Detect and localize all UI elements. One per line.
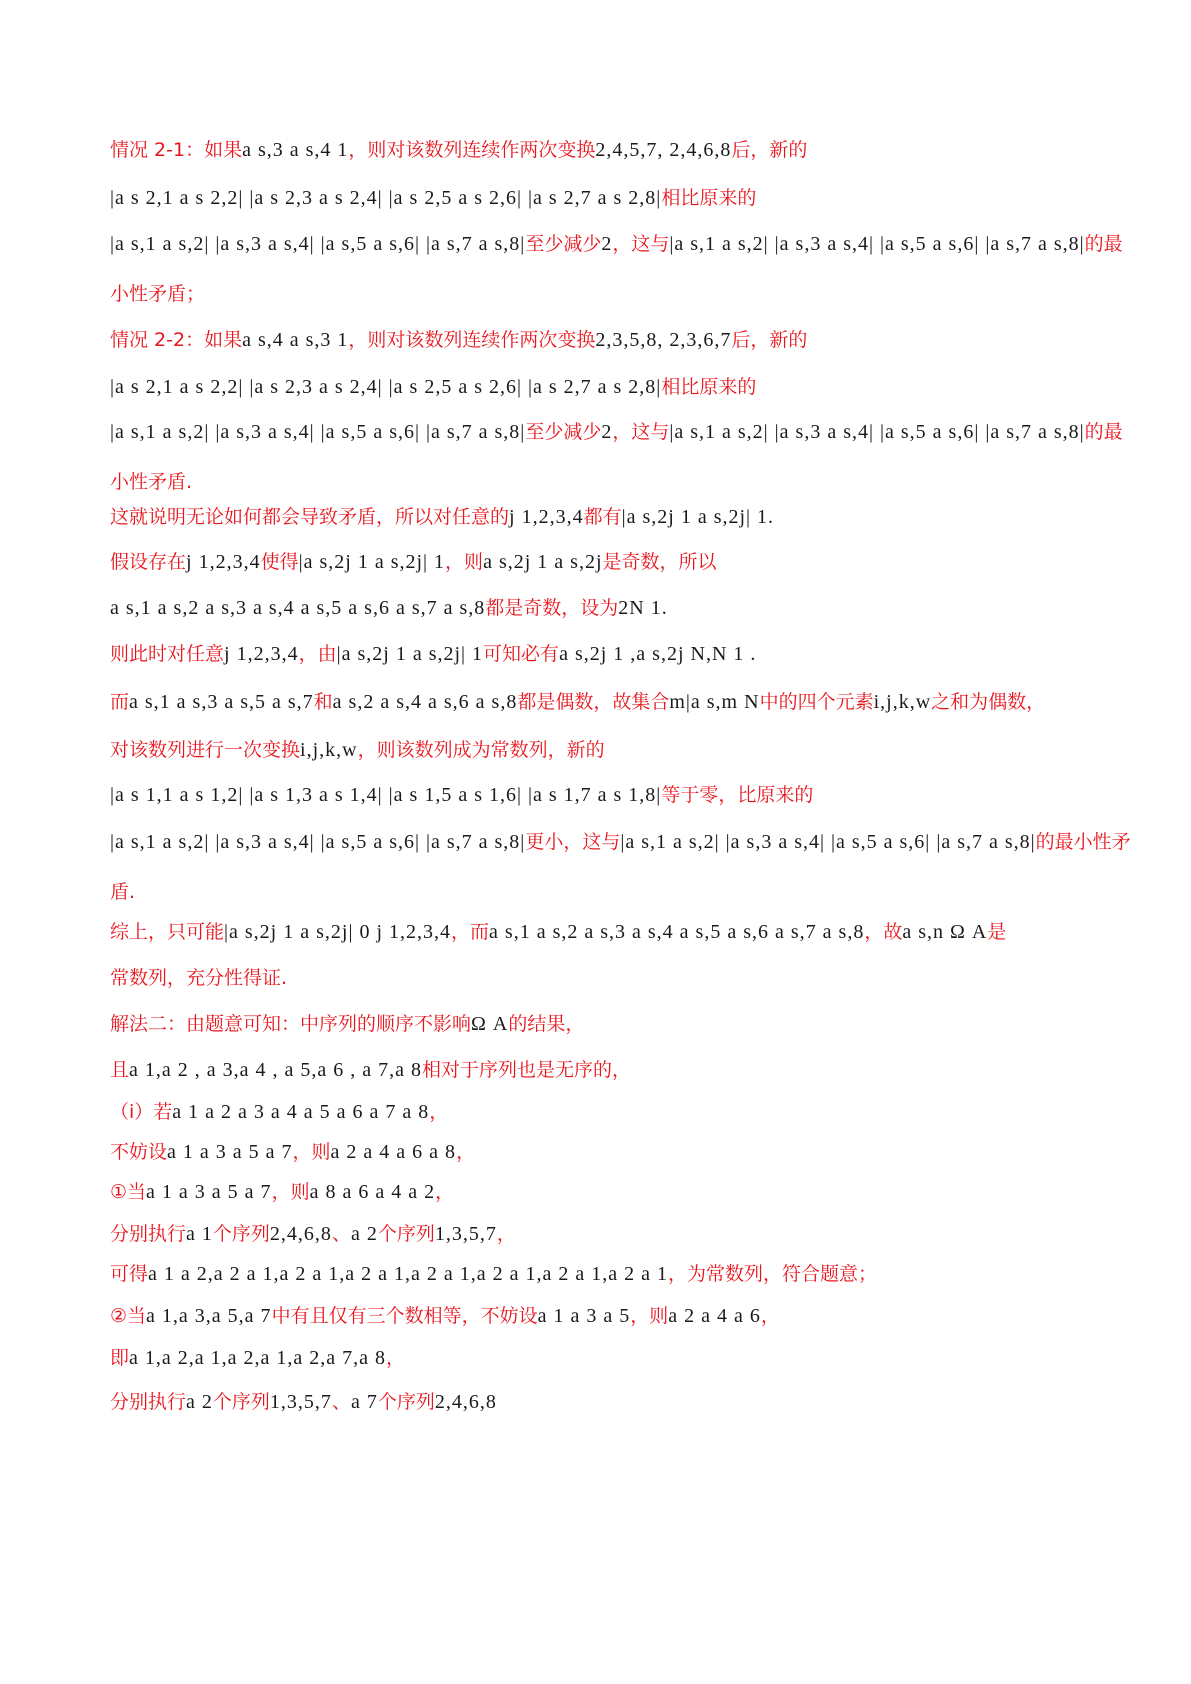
text-run: 盾. bbox=[110, 881, 136, 903]
text-line bbox=[110, 550, 1100, 584]
text-run: ，故 bbox=[864, 921, 903, 943]
text-run: 至少减少 bbox=[525, 233, 602, 255]
text-run: 是奇数，所以 bbox=[602, 551, 717, 573]
text-line bbox=[110, 505, 1100, 539]
text-line bbox=[110, 232, 1123, 266]
math-run: a s,2j 1 ,a s,2j N,N 1 . bbox=[559, 643, 757, 665]
text-run: ，由 bbox=[298, 643, 337, 665]
text-line bbox=[110, 1222, 1100, 1256]
math-run: 2 bbox=[601, 421, 613, 443]
math-run: a s,2 a s,4 a s,6 a s,8 bbox=[332, 691, 518, 713]
math-run: a 1 a 3 a 5 a 7 bbox=[146, 1181, 272, 1203]
text-line bbox=[110, 783, 1100, 817]
text-line bbox=[110, 596, 1100, 630]
text-run: ，则 bbox=[292, 1141, 331, 1163]
text-line bbox=[110, 966, 1100, 1000]
math-run: 2 bbox=[601, 233, 613, 255]
text-run: ②当 bbox=[110, 1305, 147, 1327]
math-run: a 1 a 2 a 3 a 4 a 5 a 6 a 7 a 8 bbox=[172, 1101, 430, 1123]
text-run: ， bbox=[386, 1347, 406, 1369]
text-run: 综上，只可能 bbox=[110, 921, 225, 943]
text-run: 小性矛盾； bbox=[110, 283, 206, 305]
math-run: 2N 1. bbox=[618, 597, 668, 619]
math-run: j 1,2,3,4 bbox=[224, 643, 299, 665]
text-run: ，则对该数列连续作两次变换 bbox=[348, 139, 596, 161]
text-line bbox=[110, 920, 1100, 954]
text-line bbox=[110, 642, 1100, 676]
text-run: 常数列，充分性得证. bbox=[110, 967, 288, 989]
math-run: a s,1 a s,2 a s,3 a s,4 a s,5 a s,6 a s,7 a s,8 bbox=[489, 921, 865, 943]
text-line bbox=[110, 186, 1100, 220]
math-run: 2,4,5,7, 2,4,6,8 bbox=[595, 139, 732, 161]
math-run: |a s,1 a s,2| |a s,3 a s,4| |a s,5 a s,6| |a s,7 a s,8| bbox=[669, 233, 1085, 255]
text-run: 这就说明无论如何都会导致矛盾，所以对任意的 bbox=[110, 506, 510, 528]
math-run: 2,4,6,8 bbox=[434, 1391, 497, 1413]
math-run: a 1 a 3 a 5 a 7 bbox=[167, 1141, 293, 1163]
text-run: 可知必有 bbox=[483, 643, 560, 665]
text-run: 情况 2-2：如果 bbox=[110, 329, 243, 351]
math-run: a s,3 a s,4 1 bbox=[242, 139, 349, 161]
text-line bbox=[110, 1180, 1100, 1214]
text-line bbox=[110, 328, 1100, 362]
text-run: 分别执行 bbox=[110, 1391, 187, 1413]
text-run: ， bbox=[435, 1181, 455, 1203]
text-line bbox=[110, 470, 1100, 504]
math-run: 1,3,5,7 bbox=[269, 1391, 332, 1413]
text-run: 之和为偶数， bbox=[931, 691, 1046, 713]
math-run: j 1,2,3,4 bbox=[509, 506, 584, 528]
text-line bbox=[110, 880, 1100, 914]
math-run: |a s 1,1 a s 1,2| |a s 1,3 a s 1,4| |a s 1,5 a s 1,6| |a s 1,7 a s 1,8| bbox=[110, 784, 662, 806]
text-run: 即 bbox=[110, 1347, 130, 1369]
text-run: ，而 bbox=[451, 921, 490, 943]
text-run: 情况 2-1：如果 bbox=[110, 139, 243, 161]
text-line bbox=[110, 138, 1100, 172]
text-line bbox=[110, 420, 1123, 454]
text-run: 相对于序列也是无序的， bbox=[422, 1059, 632, 1081]
text-line bbox=[110, 282, 1100, 316]
math-run: 1,3,5,7 bbox=[434, 1223, 497, 1245]
math-run: |a s,1 a s,2| |a s,3 a s,4| |a s,5 a s,6| |a s,7 a s,8| bbox=[669, 421, 1085, 443]
text-line bbox=[110, 1140, 1100, 1174]
text-run: 个序列 bbox=[377, 1223, 435, 1245]
math-run: a 2 a 4 a 6 a 8 bbox=[330, 1141, 457, 1163]
math-run: a s,1 a s,2 a s,3 a s,4 a s,5 a s,6 a s,7 a s,8 bbox=[110, 597, 486, 619]
text-run: 中序列的顺序不影响 bbox=[300, 1013, 472, 1035]
text-run: 中有且仅有三个数相等，不妨设 bbox=[271, 1305, 538, 1327]
math-run: a 1 a 2,a 2 a 1,a 2 a 1,a 2 a 1,a 2 a 1,a 2 a 1,a 2 a 1,a 2 a 1 bbox=[148, 1263, 669, 1285]
math-run: |a s 2,1 a s 2,2| |a s 2,3 a s 2,4| |a s 2,5 a s 2,6| |a s 2,7 a s 2,8| bbox=[110, 376, 662, 398]
math-run: |a s,1 a s,2| |a s,3 a s,4| |a s,5 a s,6| |a s,7 a s,8| bbox=[110, 831, 526, 853]
text-run: ，为常数列，符合题意； bbox=[668, 1263, 878, 1285]
text-run: ，则该数列成为常数列，新的 bbox=[357, 739, 605, 761]
math-run: |a s,2j 1 a s,2j| 0 j 1,2,3,4 bbox=[224, 921, 452, 943]
math-run: a 1 a 3 a 5 bbox=[537, 1305, 631, 1327]
text-run: ， bbox=[456, 1141, 476, 1163]
text-run: 不妨设 bbox=[110, 1141, 168, 1163]
math-run: a s,2j 1 a s,2j bbox=[483, 551, 603, 573]
text-run: 的最 bbox=[1084, 421, 1123, 443]
text-run: 都是偶数，故集合 bbox=[517, 691, 670, 713]
text-run: 的结果， bbox=[508, 1013, 585, 1035]
text-run: （ⅰ）若 bbox=[110, 1101, 173, 1123]
text-line bbox=[110, 690, 1100, 724]
math-run: a 1 bbox=[186, 1223, 213, 1245]
text-run: 个序列 bbox=[212, 1223, 270, 1245]
math-run: a 1,a 2,a 1,a 2,a 1,a 2,a 7,a 8 bbox=[129, 1347, 387, 1369]
text-line bbox=[110, 1262, 1100, 1296]
text-line bbox=[110, 1012, 1100, 1046]
text-run: 相比原来的 bbox=[661, 187, 757, 209]
text-run: 个序列 bbox=[212, 1391, 270, 1413]
text-line bbox=[110, 1346, 1100, 1380]
math-run: a 1,a 2 , a 3,a 4 , a 5,a 6 , a 7,a 8 bbox=[129, 1059, 423, 1081]
math-run: |a s,2j 1 a s,2j| 1 bbox=[298, 551, 446, 573]
text-run: 的最 bbox=[1084, 233, 1123, 255]
text-run: ，这与 bbox=[612, 233, 670, 255]
math-run: |a s,2j 1 a s,2j| 1 bbox=[336, 643, 484, 665]
text-run: 和 bbox=[313, 691, 333, 713]
text-run: 后，新的 bbox=[731, 139, 808, 161]
text-run: 至少减少 bbox=[525, 421, 602, 443]
math-run: |a s,1 a s,2| |a s,3 a s,4| |a s,5 a s,6| |a s,7 a s,8| bbox=[110, 421, 526, 443]
text-run: ，则对该数列连续作两次变换 bbox=[348, 329, 596, 351]
math-run: |a s 2,1 a s 2,2| |a s 2,3 a s 2,4| |a s 2,5 a s 2,6| |a s 2,7 a s 2,8| bbox=[110, 187, 662, 209]
math-run: |a s,1 a s,2| |a s,3 a s,4| |a s,5 a s,6| |a s,7 a s,8| bbox=[620, 831, 1036, 853]
text-run: 等于零，比原来的 bbox=[661, 784, 814, 806]
text-run: ， bbox=[496, 1223, 516, 1245]
text-run: 后，新的 bbox=[731, 329, 808, 351]
text-run: 假设存在 bbox=[110, 551, 187, 573]
math-run: i,j,k,w bbox=[873, 691, 932, 713]
text-run: ，则 bbox=[630, 1305, 669, 1327]
text-run: ，则 bbox=[445, 551, 484, 573]
text-run: 中的四个元素 bbox=[759, 691, 874, 713]
math-run: j 1,2,3,4 bbox=[186, 551, 261, 573]
math-run: m|a s,m N bbox=[669, 691, 760, 713]
text-run: 、 bbox=[331, 1391, 351, 1413]
math-run: 2,3,5,8, 2,3,6,7 bbox=[595, 329, 732, 351]
text-run: ， bbox=[760, 1305, 780, 1327]
text-run: 可得 bbox=[110, 1263, 149, 1285]
text-run: ，则 bbox=[271, 1181, 310, 1203]
math-run: a 2 a 4 a 6 bbox=[668, 1305, 761, 1327]
text-run: 则此时对任意 bbox=[110, 643, 225, 665]
math-run: i,j,k,w bbox=[300, 739, 358, 761]
math-run: |a s,2j 1 a s,2j| 1. bbox=[621, 506, 775, 528]
text-line bbox=[110, 830, 1131, 864]
math-run: 2,4,6,8 bbox=[269, 1223, 332, 1245]
text-run: 都有 bbox=[583, 506, 622, 528]
text-run: 解法二：由题意可知： bbox=[110, 1013, 301, 1035]
math-run: a 7 bbox=[350, 1391, 378, 1413]
text-line bbox=[110, 1304, 1100, 1338]
math-run: a 8 a 6 a 4 a 2 bbox=[309, 1181, 436, 1203]
math-run: Ω A bbox=[471, 1013, 509, 1035]
text-line bbox=[110, 1058, 1100, 1092]
math-run: a 2 bbox=[350, 1223, 378, 1245]
text-run: 对该数列进行一次变换 bbox=[110, 739, 301, 761]
text-run: 是 bbox=[987, 921, 1007, 943]
text-run: 分别执行 bbox=[110, 1223, 187, 1245]
text-line bbox=[110, 1100, 1100, 1134]
math-run: a s,1 a s,3 a s,5 a s,7 bbox=[129, 691, 314, 713]
text-run: 且 bbox=[110, 1059, 130, 1081]
text-run: 相比原来的 bbox=[661, 376, 757, 398]
text-run: 、 bbox=[331, 1223, 351, 1245]
text-line bbox=[110, 1390, 1100, 1424]
text-run: 小性矛盾. bbox=[110, 471, 193, 493]
math-run: a 2 bbox=[186, 1391, 213, 1413]
math-run: a 1,a 3,a 5,a 7 bbox=[146, 1305, 272, 1327]
text-run: 个序列 bbox=[377, 1391, 435, 1413]
text-run: ①当 bbox=[110, 1181, 147, 1203]
text-run: 都是奇数，设为 bbox=[485, 597, 619, 619]
text-line bbox=[110, 375, 1100, 409]
text-run: 的最小性矛 bbox=[1035, 831, 1131, 853]
text-run: ，这与 bbox=[612, 421, 670, 443]
math-run: a s,n Ω A bbox=[902, 921, 988, 943]
text-line bbox=[110, 738, 1100, 772]
text-run: 更小，这与 bbox=[525, 831, 621, 853]
text-run: ， bbox=[429, 1101, 449, 1123]
math-run: |a s,1 a s,2| |a s,3 a s,4| |a s,5 a s,6| |a s,7 a s,8| bbox=[110, 233, 526, 255]
math-run: a s,4 a s,3 1 bbox=[242, 329, 349, 351]
text-run: 使得 bbox=[260, 551, 299, 573]
text-run: 而 bbox=[110, 691, 130, 713]
